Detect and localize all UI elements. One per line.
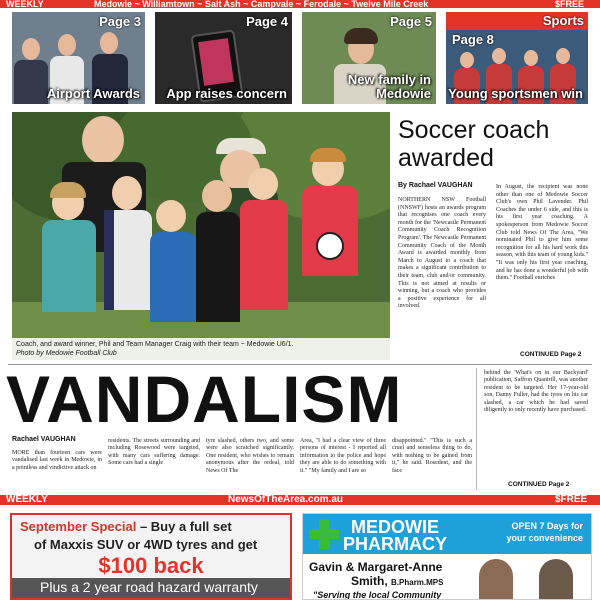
teaser-caption: New family in Medowie	[347, 72, 431, 101]
teaser-page-label: Page 4	[246, 14, 288, 29]
lead-headline[interactable]: Soccer coach awarded	[398, 116, 550, 172]
pharmacy-brand-1: MEDOWIE	[351, 517, 439, 537]
teaser-page-label: Page 8	[452, 32, 494, 47]
teaser-page-label: Page 5	[390, 14, 432, 29]
website-link[interactable]: NewsOfTheArea.com.au	[228, 494, 344, 505]
ad-cashback: $100 back	[98, 553, 204, 578]
pharmacist-surname-text: Smith,	[351, 574, 388, 588]
vandalism-column-4: Area, "I had a clear view of three persons of interest - I reported all information to the police and hope they are able to do something with it." "My family and I are so	[300, 438, 386, 474]
teaser-caption: Young sportsmen win	[448, 86, 583, 101]
teaser-airport-awards[interactable]	[12, 12, 145, 104]
pharmacy-hours-2: your convenience	[506, 533, 583, 543]
column-rule	[476, 368, 477, 490]
lead-photo	[12, 112, 390, 360]
pharmacy-tagline: "Serving the local Community	[313, 590, 442, 600]
pharmacist-photo	[479, 559, 513, 600]
vandalism-column-2: residents. The streets surrounding and including Rosewood were targeted, with many cars suffering damage. Some cars had a single	[108, 438, 200, 467]
teaser-new-family[interactable]	[302, 12, 436, 104]
weekly-label: WEEKLY	[6, 0, 44, 8]
weekly-label: WEEKLY	[6, 494, 48, 505]
pharmacy-hours-1: OPEN 7 Days for	[511, 521, 583, 531]
lead-continued[interactable]: CONTINUED Page 2	[520, 351, 582, 358]
pharmacist-quals: B.Pharm.MPS	[391, 578, 444, 587]
tyre-advert[interactable]	[10, 513, 292, 600]
footer-strip	[0, 495, 600, 505]
teaser-caption: Airport Awards	[46, 86, 140, 101]
pharmacist-photo	[539, 559, 573, 600]
teaser-page-label: Page 3	[99, 14, 141, 29]
ad-special: September Special	[20, 519, 137, 534]
lead-column-2: In August, the recipient was none other than one of Medowie Soccer Club's own Phil Lavender. Phil Coaches the under 6 side, and this is his first year coaching. A spokesperson from Medowie Soccer Club told News Of The Area, "We nominated Phil to give him some recognition for all his hard work this season, with this team of young kids." "It was only his first year coaching, and he has done a wonderful job with them." Football enriches	[496, 184, 588, 282]
teaser-section-label: Sports	[542, 13, 584, 28]
ad-line-1-rest: – Buy a full set	[136, 519, 232, 534]
price-label: $FREE	[555, 494, 588, 505]
vandalism-continued[interactable]: CONTINUED Page 2	[508, 481, 570, 488]
teaser-caption: App raises concern	[166, 86, 287, 101]
ad-line-1	[20, 519, 232, 534]
pharmacy-advert[interactable]	[302, 513, 592, 600]
price-label: $FREE	[555, 0, 585, 8]
teaser-sports[interactable]	[446, 12, 588, 104]
pharmacy-brand-2: PHARMACY	[343, 534, 448, 554]
lead-column-1: NORTHERN NSW Football (NNSWF) hosts an awards program that recognises one coach every month for the 'Newcastle Permanent Community Coach Recognition Program'. The Newcastle Permanent Community Coach of the Month Award is awarded monthly from March to August to a coach that makes a significant contribution to their team, club and/or community. This is not aimed at results or winning, but a coach who provides a positive experience for all involved.	[398, 197, 486, 310]
pharmacy-cross-icon	[309, 519, 339, 549]
vandalism-column-6: behind the 'What's on in our Backyard' publication, Saffron Quantrill, was another resident to be targeted. Her 17-year-old son, Danny Fuller, had the tyres on his car slashed, a car which he had saved diligently to only recently have purchased.	[484, 370, 588, 414]
lead-byline: By Rachael VAUGHAN	[398, 182, 473, 189]
photo-credit: Photo by Medowie Football Club	[16, 350, 117, 357]
photo-caption-text: Coach, and award winner, Phil and Team Manager Craig with their team ~ Medowie U6/1.	[16, 341, 294, 348]
photo-caption	[12, 338, 390, 360]
towns-list: Medowie ~ Williamtown ~ Salt Ash ~ Campvale ~ Ferodale ~ Twelve Mile Creek	[94, 0, 429, 8]
masthead-strip	[0, 0, 600, 8]
vandalism-column-5: disappointed." "This is such a cruel and senseless thing to do, with nothing to be gained from it," he said. Rosedent, and the face	[392, 438, 472, 474]
pharmacist-names: Gavin & Margaret-Anne	[309, 560, 443, 574]
vandalism-byline: Rachael VAUGHAN	[12, 436, 76, 443]
pharmacist-surname	[351, 574, 443, 588]
teaser-app-concern[interactable]	[155, 12, 292, 104]
vandalism-headline[interactable]: VANDALISM	[6, 362, 403, 436]
vandalism-column-3: tyre slashed, others two, and some were also scratched significantly. One resident, who wishes to remain anonymous after the ordeal, told News Of The	[206, 438, 294, 474]
pharmacy-hours	[506, 520, 583, 544]
ad-warranty: Plus a 2 year road hazard warranty	[40, 579, 258, 595]
ad-line-2: of Maxxis SUV or 4WD tyres and get	[34, 537, 258, 552]
vandalism-column-1: MORE than fourteen cars were vandalised last week in Medowie, in a pointless and vindictive attack on	[12, 450, 102, 471]
